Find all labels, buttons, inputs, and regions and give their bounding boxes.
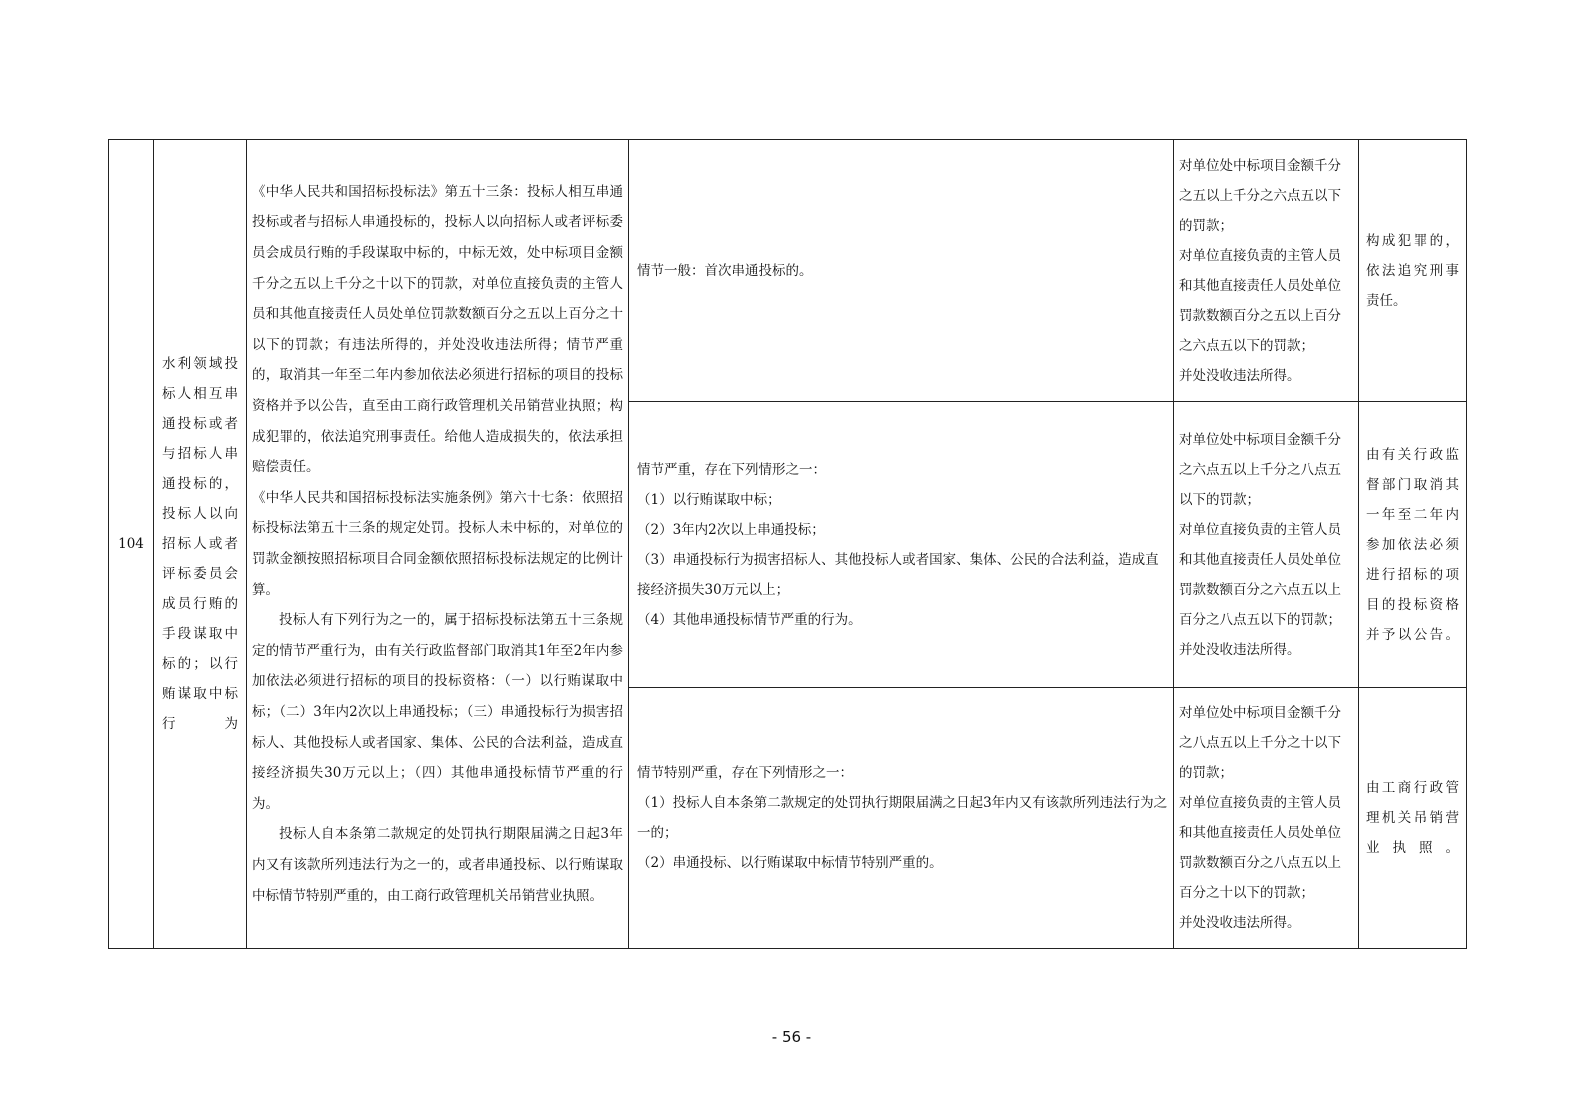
penalty-line: 并处没收违法所得。 xyxy=(1179,915,1301,931)
penalty-line: 对单位直接负责的主管人员和其他直接责任人员处单位罚款数额百分之八点五以上百分之十以下的罚款； xyxy=(1179,795,1341,901)
circumstance-general xyxy=(629,140,1174,402)
basis-paragraph: 《中华人民共和国招标投标法》第五十三条：投标人相互串通投标或者与招标人串通投标的，投标人以向招标人或者评标委员会成员行贿的手段谋取中标的，中标无效，处中标项目金额千分之五以上千分之十以下的罚款，对单位直接负责的主管人员和其他直接责任人员处单位罚款数额百分之五以上百分之十以下的罚款；有违法所得的，并处没收违法所得；情节严重的，取消其一年至二年内参加依法必须进行招标的项目的投标资格并予以公告，直至由工商行政管理机关吊销营业执照；构成犯罪的，依法追究刑事责任。给他人造成损失的，依法承担赔偿责任。 xyxy=(252,183,623,476)
basis-paragraph: 投标人有下列行为之一的，属于招标投标法第五十三条规定的情节严重行为，由有关行政监督部门取消其1年至2年内参加依法必须进行招标的项目的投标资格：（一）以行贿谋取中标；（二）3年内2次以上串通投标；（三）串通投标行为损害招标人、其他投标人或者国家、集体、公民的合法利益，造成直接经济损失30万元以上；（四）其他串通投标情节严重的行为。 xyxy=(252,612,623,812)
circumstance-line: （1）以行贿谋取中标； xyxy=(637,491,781,508)
circumstance-line: （3）串通投标行为损害招标人、其他投标人或者国家、集体、公民的合法利益，造成直接经济损失30万元以上； xyxy=(637,551,1159,598)
violation-subject: 水利领域投标人相互串通投标或者与招标人串通投标的，投标人以向招标人或者评标委员会成员行贿的手段谋取中标的；以行贿谋取中标行为 xyxy=(154,140,247,949)
legal-basis xyxy=(247,140,629,949)
circumstance-especially-serious xyxy=(629,688,1174,949)
item-number: 104 xyxy=(109,140,154,949)
page-number: - 56 - xyxy=(771,1028,812,1046)
circumstance-line: （2）3年内2次以上串通投标； xyxy=(637,521,825,538)
penalty-serious xyxy=(1174,402,1359,688)
basis-paragraph: 《中华人民共和国招标投标法实施条例》第六十七条：依照招标投标法第五十三条的规定处罚。投标人未中标的，对单位的罚款金额按照招标项目合同金额依照招标投标法规定的比例计算。 xyxy=(252,489,623,598)
penalty-especially-serious xyxy=(1174,688,1359,949)
penalty-line: 并处没收违法所得。 xyxy=(1179,367,1301,384)
circumstance-serious xyxy=(629,402,1174,688)
penalty-line: 对单位直接负责的主管人员和其他直接责任人员处单位罚款数额百分之五以上百分之六点五以下的罚款； xyxy=(1179,247,1341,354)
basis-paragraph: 投标人自本条第二款规定的处罚执行期限届满之日起3年内又有该款所列违法行为之一的，或者串通投标、以行贿谋取中标情节特别严重的，由工商行政管理机关吊销营业执照。 xyxy=(252,826,623,904)
circumstance-line: （1）投标人自本条第二款规定的处罚执行期限届满之日起3年内又有该款所列违法行为之一的； xyxy=(637,795,1168,841)
circumstance-line: （4）其他串通投标情节严重的行为。 xyxy=(637,611,862,628)
circumstance-line: 情节特别严重，存在下列情形之一： xyxy=(637,765,853,781)
penalty-line: 对单位处中标项目金额千分之五以上千分之六点五以下的罚款； xyxy=(1179,157,1341,234)
penalty-standard-table xyxy=(108,139,1467,949)
table-row xyxy=(109,140,1467,402)
circumstance-line: （2）串通投标、以行贿谋取中标情节特别严重的。 xyxy=(637,855,943,871)
penalty-line: 并处没收违法所得。 xyxy=(1179,641,1301,658)
note-serious: 由有关行政监督部门取消其一年至二年内参加依法必须进行招标的项目的投标资格并予以公告。 xyxy=(1359,402,1467,688)
note-general: 构成犯罪的，依法追究刑事责任。 xyxy=(1359,140,1467,402)
circumstance-line: 情节严重，存在下列情形之一： xyxy=(637,461,826,478)
note-especially-serious: 由工商行政管理机关吊销营业执照。 xyxy=(1359,688,1467,949)
circumstance-line: 情节一般：首次串通投标的。 xyxy=(637,262,813,279)
penalty-line: 对单位处中标项目金额千分之八点五以上千分之十以下的罚款； xyxy=(1179,705,1341,781)
penalty-general xyxy=(1174,140,1359,402)
penalty-line: 对单位直接负责的主管人员和其他直接责任人员处单位罚款数额百分之六点五以上百分之八点五以下的罚款； xyxy=(1179,521,1341,628)
penalty-line: 对单位处中标项目金额千分之六点五以上千分之八点五以下的罚款； xyxy=(1179,431,1341,508)
